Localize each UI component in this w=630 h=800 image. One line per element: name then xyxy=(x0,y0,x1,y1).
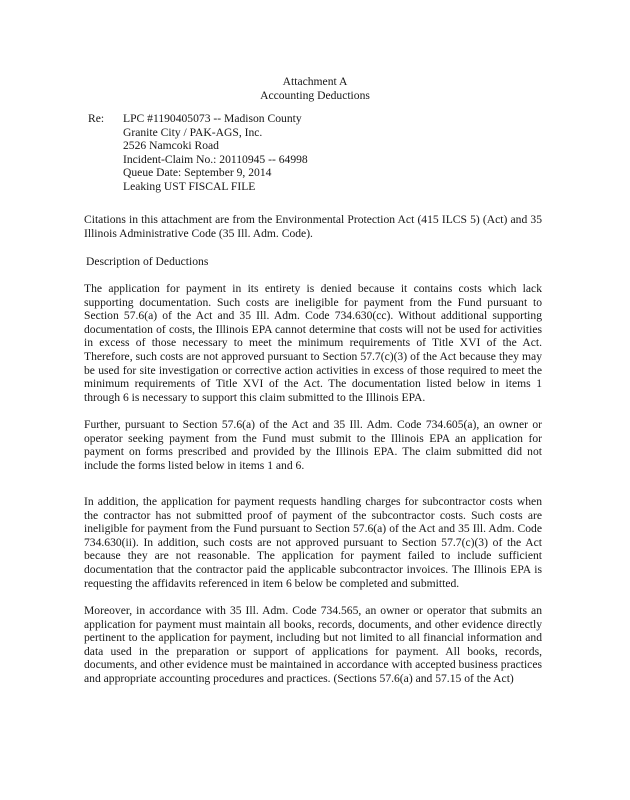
paragraph-denial xyxy=(84,282,542,404)
paragraph-forms xyxy=(84,418,542,472)
re-block xyxy=(123,112,308,194)
description-heading: Description of Deductions xyxy=(86,255,209,268)
re-line-site: Granite City / PAK-AGS, Inc. xyxy=(123,125,263,139)
re-line-file: Leaking UST FISCAL FILE xyxy=(123,179,256,193)
paragraph-handling-charges-text: In addition, the application for payment requests handling charges for subcontractor costs when the contractor has not submitted proof of payment of the subcontractor costs. Such costs are ineligible for payment from the Fund pursuant to Section 57.6(a) of the Act and 35 Ill. Adm. Code 734.630(ii). In addition, such costs are not approved pursuant to Section 57.7(c)(3) of the Act because they are not reasonable. The application for payment failed to include sufficient documentation that the contractor paid the applicable subcontractor invoices. The Illinois EPA is requesting the affidavits referenced in item 6 below be completed and submitted. xyxy=(84,495,542,590)
re-line-address: 2526 Namcoki Road xyxy=(123,139,219,153)
paragraph-records-text: Moreover, in accordance with 35 Ill. Adm. Code 734.565, an owner or operator that submits an application for payment must maintain all books, records, documents, and other evidence directly pertinent to the application for payment, including but not limited to all financial information and data used in the preparation or support of applications for payment. All books, records, documents, and other evidence must be maintained in accordance with accepted business practices and appropriate accounting procedures and practices. (Sections 57.6(a) and 57.15 of the Act) xyxy=(84,604,542,685)
re-line-incident-claim: Incident-Claim No.: 20110945 -- 64998 xyxy=(123,152,308,166)
paragraph-denial-text: The application for payment in its entirety is denied because it contains costs which lack supporting documentation. Such costs are ineligible for payment from the Fund pursuant to Section 57.6(a) of the Act and 35 Ill. Adm. Code 734.630(cc). Without additional supporting documentation of costs, the Illinois EPA cannot determine that costs will not be used for activities in excess of those necessary to meet the minimum requirements of Title XVI of the Act. Therefore, such costs are not approved pursuant to Section 57.7(c)(3) of the Act because they may be used for site investigation or corrective action activities in excess of those required to meet the minimum requirements of Title XVI of the Act. The documentation listed below in items 1 through 6 is necessary to support this claim submitted to the Illinois EPA. xyxy=(84,282,542,404)
re-line-queue-date: Queue Date: September 9, 2014 xyxy=(123,166,272,180)
citations-paragraph xyxy=(84,213,542,240)
re-label: Re: xyxy=(88,112,105,125)
paragraph-handling-charges xyxy=(84,495,542,590)
paragraph-forms-text: Further, pursuant to Section 57.6(a) of the Act and 35 Ill. Adm. Code 734.605(a), an owner or operator seeking payment from the Fund must submit to the Illinois EPA an application for payment on forms prescribed and provided by the Illinois EPA. The claim submitted did not include the forms listed below in items 1 and 6. xyxy=(84,418,542,472)
citations-text: Citations in this attachment are from the Environmental Protection Act (415 ILCS 5) (Act) and 35 Illinois Administrative Code (35 Ill. Adm. Code). xyxy=(84,213,542,240)
paragraph-records xyxy=(84,604,542,686)
attachment-subtitle: Accounting Deductions xyxy=(260,89,370,102)
attachment-title: Attachment A xyxy=(282,75,348,88)
re-line-lpc: LPC #1190405073 -- Madison County xyxy=(123,112,302,125)
